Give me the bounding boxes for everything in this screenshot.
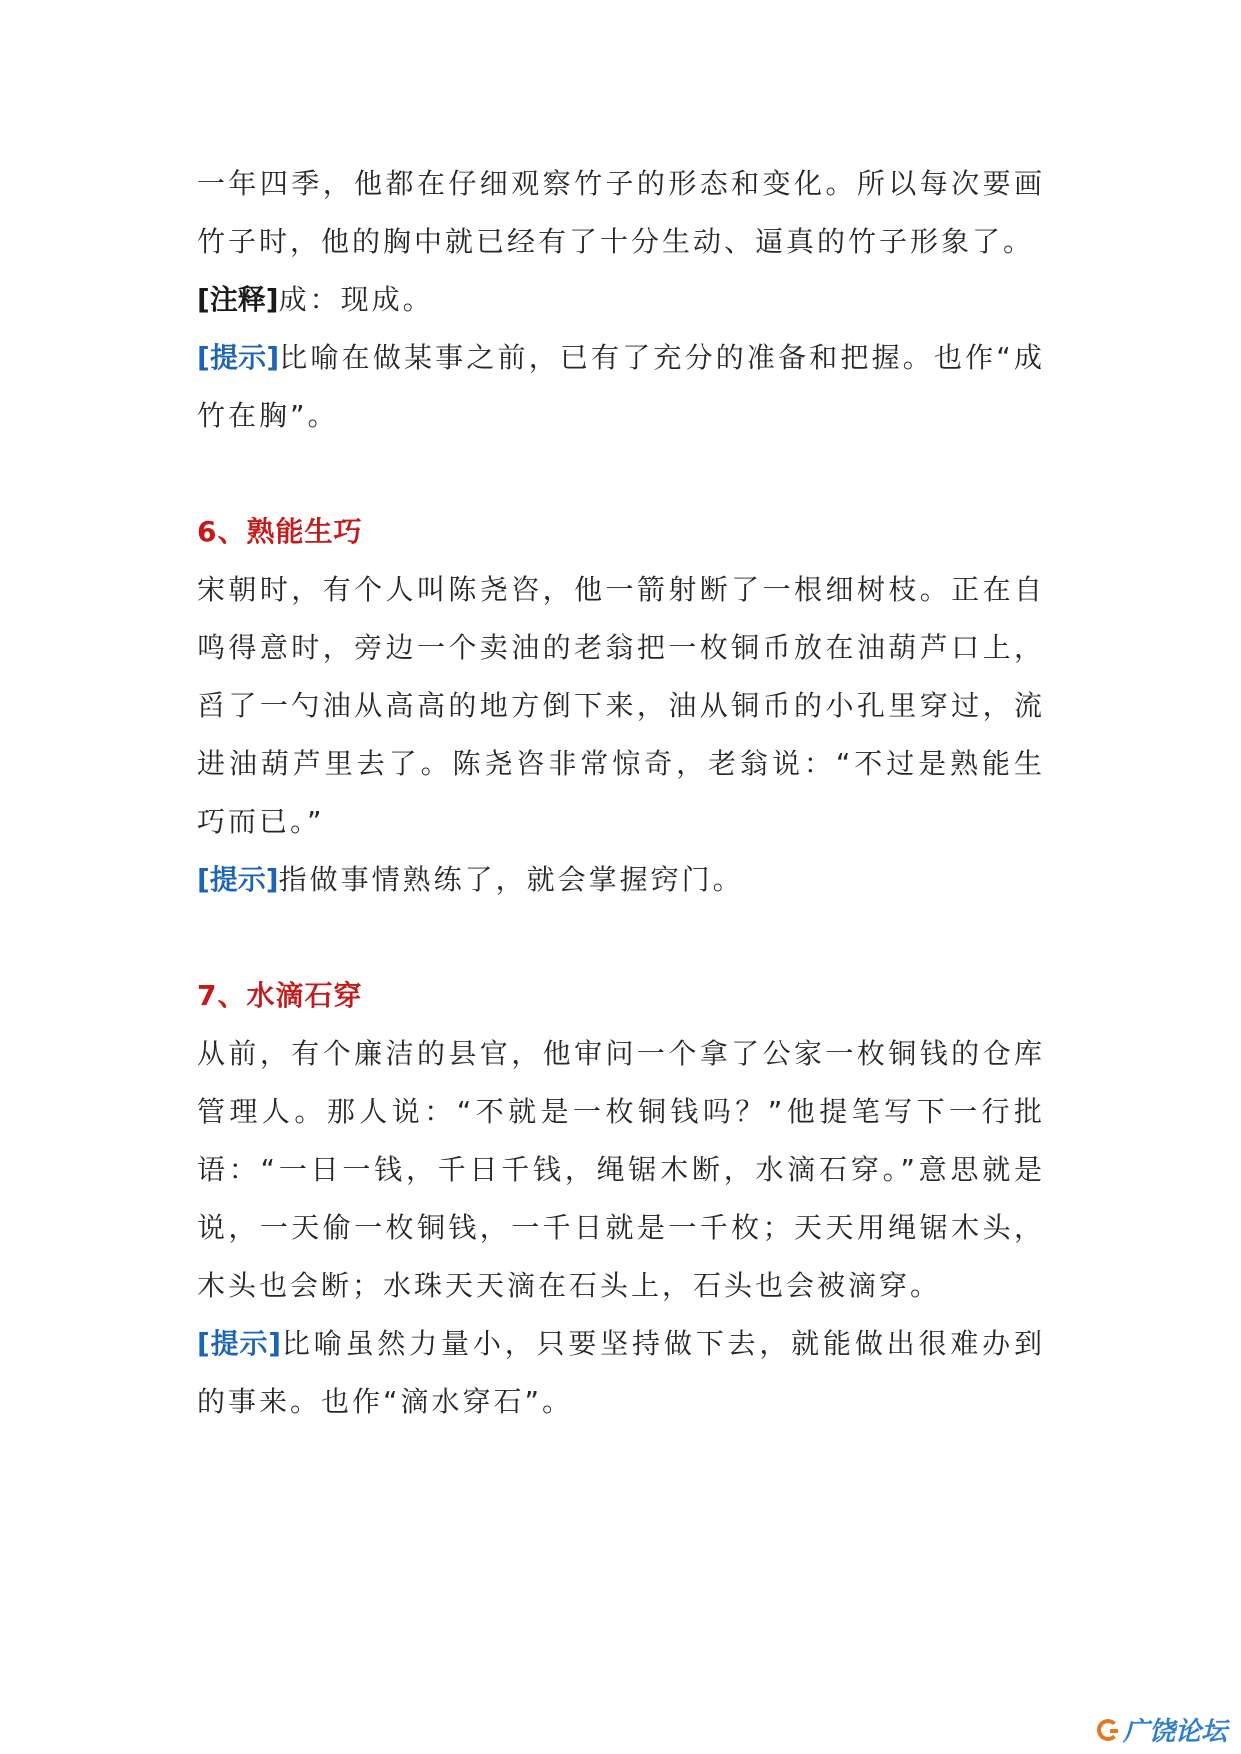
- hint-text: 指做事情熟练了，就会掌握窍门。: [278, 863, 744, 896]
- g-logo-icon: [1097, 1719, 1119, 1741]
- intro-paragraph: [197, 155, 1045, 271]
- section-6-title: 6、熟能生巧: [197, 515, 363, 548]
- forum-watermark: [1097, 1711, 1227, 1748]
- hint-text: 比喻虽然力量小，只要坚持做下去，就能做出很难办到的事来。也作“滴水穿石”。: [197, 1327, 1045, 1418]
- section-gap: [197, 445, 1045, 503]
- content-column: [197, 155, 1045, 1431]
- note-line: [197, 271, 1045, 329]
- intro-hint: [197, 329, 1045, 445]
- section-7-hint: [197, 1315, 1045, 1431]
- note-text: 成：现成。: [278, 283, 434, 316]
- section-7-title: 7、水滴石穿: [197, 979, 363, 1012]
- hint-tag: [提示]: [197, 863, 279, 896]
- intro-text: 一年四季，他都在仔细观察竹子的形态和变化。所以每次要画竹子时，他的胸中就已经有了十分生动、逼真的竹子形象了。: [197, 167, 1045, 258]
- note-tag: [注释]: [197, 283, 279, 316]
- hint-text: 比喻在做某事之前，已有了充分的准备和把握。也作“成竹在胸”。: [197, 341, 1045, 432]
- watermark-text: 广饶论坛: [1122, 1717, 1227, 1747]
- section-gap: [197, 909, 1045, 967]
- section-7-body: 从前，有个廉洁的县官，他审问一个拿了公家一枚铜钱的仓库管理人。那人说：“不就是一枚铜钱吗？”他提笔写下一行批语：“一日一钱，千日千钱，绳锯木断，水滴石穿。”意思就是说，一天偷一枚铜钱，一千日就是一千枚；天天用绳锯木头，木头也会断；水珠天天滴在石头上，石头也会被滴穿。: [197, 1037, 1045, 1302]
- section-6-body: 宋朝时，有个人叫陈尧咨，他一箭射断了一根细树枝。正在自鸣得意时，旁边一个卖油的老翁把一枚铜币放在油葫芦口上，舀了一勺油从高高的地方倒下来，油从铜币的小孔里穿过，流进油葫芦里去了。陈尧咨非常惊奇，老翁说：“不过是熟能生巧而已。”: [197, 573, 1045, 838]
- section-6-hint: [197, 851, 1045, 909]
- hint-tag: [提示]: [197, 1327, 282, 1360]
- hint-tag: [提示]: [197, 341, 280, 374]
